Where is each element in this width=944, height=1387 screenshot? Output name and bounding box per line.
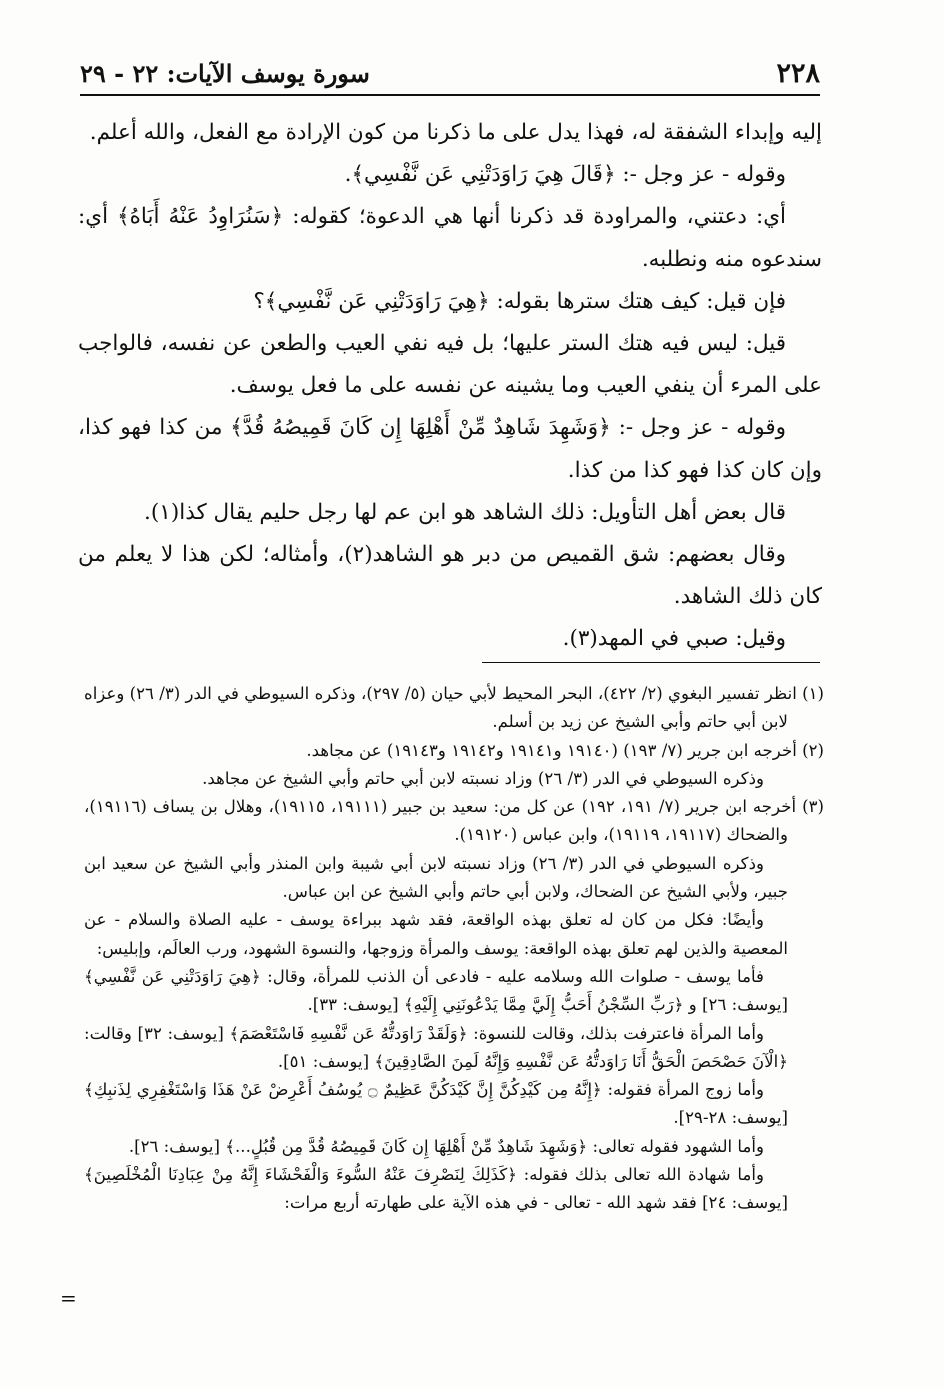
paragraph: وقوله - عز وجل -: ﴿قَالَ هِيَ رَاوَدَتْنِي عَن نَّفْسِي﴾. (344, 162, 786, 188)
footnote-continuation: فأما يوسف - صلوات الله وسلامه عليه - فادعى أن الذنب للمرأة، وقال: ﴿هِيَ رَاوَدَتْنِي عَن نَّفْسِي﴾ [يوسف: ٢٦] و ﴿رَبِّ السِّجْنُ أَحَبُّ إِلَيَّ مِمَّا يَدْعُونَنِي إِلَيْهِ﴾ [يوسف: ٣٣]. (84, 966, 788, 1015)
footnote-continuation: وذكره السيوطي في الدر (٣/ ٢٦) وزاد نسبته لابن أبي شيبة وابن المنذر وأبي الشيخ عن سعيد ابن جبير، ولأبي الشيخ عن الضحاك، ولابن أبي حاتم وأبي الشيخ عن ابن عباس. (84, 853, 788, 902)
paragraph: فإن قيل: كيف هتك سترها بقوله: ﴿هِيَ رَاوَدَتْنِي عَن نَّفْسِي﴾؟ (253, 288, 786, 314)
footnote-continuation: وأما شهادة الله تعالى بذلك فقوله: ﴿كَذَلِكَ لِنَصْرِفَ عَنْهُ السُّوءَ وَالْفَحْشَاءَ إِنَّهُ مِنْ عِبَادِنَا الْمُخْلَصِينَ﴾ [يوسف: ٢٤] فقد شهد الله - تعالى - في هذه الآية على طهارته أربع مرات: (84, 1165, 788, 1213)
footnote-continuation: وأما زوج المرأة فقوله: ﴿إِنَّهُ مِن كَيْدِكُنَّ إِنَّ كَيْدَكُنَّ عَظِيمٌ ۝ يُوسُفُ أَعْرِضْ عَنْ هَذَا وَاسْتَغْفِرِي لِذَنبِكِ﴾ [يوسف: ٢٨-٢٩]. (84, 1080, 788, 1128)
page-header (80, 52, 820, 96)
footnote-continuation: وأيضًا: فكل من كان له تعلق بهذه الواقعة، فقد شهد ببراءة يوسف - عليه الصلاة والسلام - عن المعصية والذين لهم تعلق بهذه الواقعة: يوسف والمرأة وزوجها، والنسوة الشهود، ورب العالَم، وإبليس: (84, 910, 788, 958)
paragraph: قيل: ليس فيه هتك الستر عليها؛ بل فيه نفي العيب والطعن عن نفسه، فالواجب على المرء أن ينفي العيب وما يشينه عن نفسه على ما فعل يوسف. (78, 331, 822, 399)
main-text (78, 112, 822, 661)
margin-mark: = (60, 1286, 77, 1310)
paragraph: أي: دعتني، والمراودة قد ذكرنا أنها هي الدعوة؛ كقوله: ﴿سَنُرَاوِدُ عَنْهُ أَبَاهُ﴾ أي: سندعوه منه ونطلبه. (78, 204, 822, 272)
page-number: ٢٢٨ (776, 57, 820, 89)
paragraph: وقوله - عز وجل -: ﴿وَشَهِدَ شَاهِدٌ مِّنْ أَهْلِهَا إِن كَانَ قَمِيصُهُ قُدَّ﴾ من كذا فهو كذا، وإن كان كذا فهو كذا من كذا. (78, 415, 822, 483)
footnote-continuation: وذكره السيوطي في الدر (٣/ ٢٦) وزاد نسبته لابن أبي حاتم وأبي الشيخ عن مجاهد. (202, 768, 764, 788)
paragraph: وقيل: صبي في المهد(٣). (562, 626, 786, 652)
footnote-continuation: وأما المرأة فاعترفت بذلك، وقالت للنسوة: ﴿وَلَقَدْ رَاوَدتُّهُ عَن نَّفْسِهِ فَاسْتَعْصَمَ﴾ [يوسف: ٣٢] وقالت: ﴿الْآنَ حَصْحَصَ الْحَقُّ أَنَا رَاوَدتُّهُ عَن نَّفْسِهِ وَإِنَّهُ لَمِنَ الصَّادِقِينَ﴾ [يوسف: ٥١]. (84, 1023, 788, 1071)
paragraph: وقال بعضهم: شق القميص من دبر هو الشاهد(٢)، وأمثاله؛ لكن هذا لا يعلم من كان ذلك الشاهد. (78, 542, 822, 610)
paragraph: إليه وإبداء الشفقة له، فهذا يدل على ما ذكرنا من كون الإرادة مع الفعل، والله أعلم. (89, 120, 822, 145)
paragraph: قال بعض أهل التأويل: ذلك الشاهد هو ابن عم لها رجل حليم يقال كذا(١). (144, 499, 786, 525)
footnotes (84, 680, 824, 1218)
footnote: (٢) أخرجه ابن جرير (٧/ ١٩٣) (١٩١٤٠ و١٩١٤١ و١٩١٤٢ و١٩١٤٣) عن مجاهد. (306, 740, 824, 760)
footnote-continuation: وأما الشهود فقوله تعالى: ﴿وَشَهِدَ شَاهِدٌ مِّنْ أَهْلِهَا إِن كَانَ قَمِيصُهُ قُدَّ مِن قُبُلٍ...﴾ [يوسف: ٢٦]. (128, 1136, 764, 1156)
footnote-divider (482, 662, 820, 663)
footnote: (٣) أخرجه ابن جرير (٧/ ١٩١، ١٩٢) عن كل من: سعيد بن جبير (١٩١١١، ١٩١١٥)، وهلال بن يساف (١٩١١٦)، والضحاك (١٩١١٧، ١٩١١٩)، وابن عباس (١٩١٢٠). (84, 797, 824, 845)
footnote: (١) انظر تفسير البغوي (٢/ ٤٢٢)، البحر المحيط لأبي حيان (٥/ ٢٩٧)، وذكره السيوطي في الدر (٣/ ٢٦) وعزاه لابن أبي حاتم وأبي الشيخ عن زيد بن أسلم. (84, 684, 824, 732)
running-title: سورة يوسف الآيات: ٢٢ - ٢٩ (80, 58, 370, 88)
